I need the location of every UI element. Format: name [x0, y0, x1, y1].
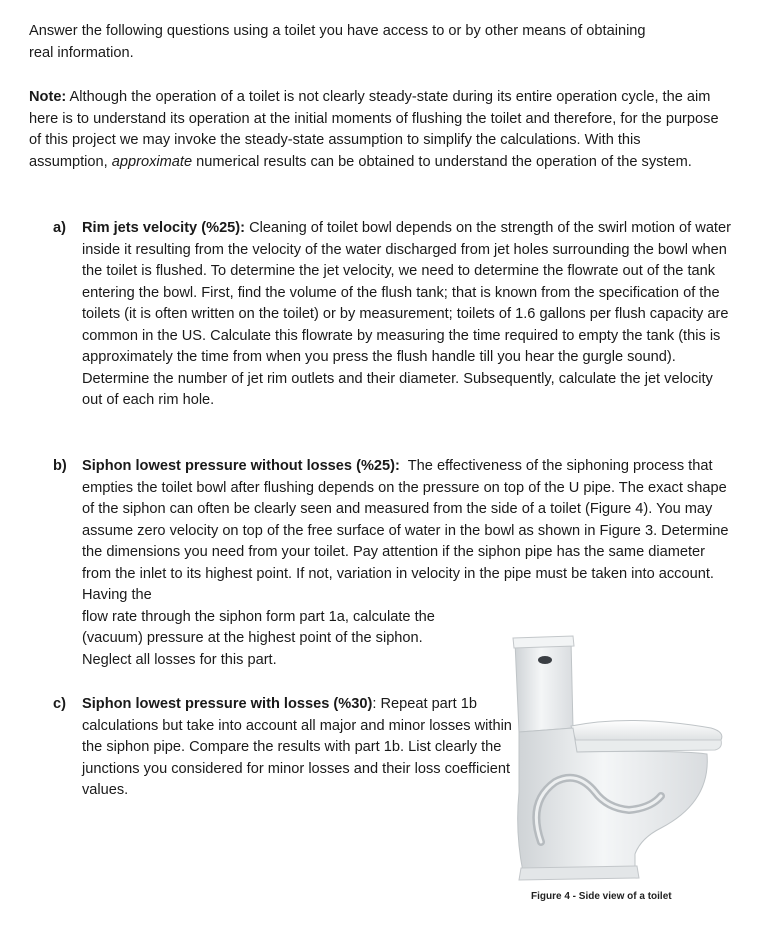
toilet-side-view-figure — [511, 632, 731, 882]
note-label: Note: — [29, 89, 67, 105]
question-a-body — [82, 218, 733, 412]
note-text-1: Although the operation of a toilet is not clearly steady-state during its entire operation cycle, the aim here is to understand its operation at the initial moments of flushing the toilet and therefore, for the purpose of this project we may invoke the steady-state assumption to simplify the calculations. With this assumption, — [29, 89, 719, 170]
note-paragraph — [29, 87, 719, 173]
question-c-body — [82, 694, 523, 802]
question-b-label: b) — [53, 458, 67, 474]
question-c — [53, 694, 523, 802]
note-text-2: numerical results can be obtained to understand the operation of the system. — [196, 153, 692, 170]
question-a-label: a) — [53, 220, 66, 236]
figure-caption: Figure 4 - Side view of a toilet — [531, 891, 672, 902]
question-c-title: Siphon lowest pressure with losses (%30) — [82, 696, 373, 712]
question-c-text: : Repeat part 1b calculations but take into account all major and minor losses within the siphon pipe. Compare the results with part 1b. List clearly the junctions you considered for minor losses and their loss coefficient values. — [82, 696, 512, 798]
intro-paragraph: Answer the following questions using a toilet you have access to or by other means of obtaining real information. — [29, 23, 646, 61]
question-a-text: Cleaning of toilet bowl depends on the strength of the swirl motion of water inside it resulting from the velocity of the water discharged from jet holes surrounding the bowl when the toilet is flushed. To determine the jet velocity, we need to determine the flowrate out of the tank entering the bowl. First, find the volume of the flush tank; that is known from the specification of the toilets (it is often written on the toilet) or by measurement; toilets of 1.6 gallons per flush capacity are common in the US. Calculate this flowrate by measuring the time required to empty the tank (this is approximately the time from when you press the flush handle till you hear the gurgle sound). Determine the number of jet rim outlets and their diameter. Subsequently, calculate the jet velocity out of each rim hole. — [82, 220, 731, 408]
toilet-side-view-icon — [511, 632, 731, 882]
question-b-text-wide: The effectiveness of the siphoning process that empties the toilet bowl after flushing depends on the pressure on top of the U pipe. The exact shape of the siphon can often be clearly seen and measured from the side of a toilet (Figure 4). You may assume zero velocity on top of the free surface of water in the bowl as shown in Figure 3. Determine the dimensions you need from your toilet. Pay attention if the siphon pipe has the same diameter from the inlet to its highest point. If not, variation in velocity in the pipe must be taken into account. Having the — [82, 458, 729, 603]
question-a-title: Rim jets velocity (%25): — [82, 220, 246, 236]
note-emphasis: approximate — [111, 153, 193, 170]
question-b-text-narrow: flow rate through the siphon form part 1a, calculate the (vacuum) pressure at the highest point of the siphon. Neglect all losses for this part. — [82, 608, 435, 668]
question-c-label: c) — [53, 696, 66, 712]
question-b-title: Siphon lowest pressure without losses (%25): — [82, 458, 400, 474]
question-a — [53, 218, 733, 412]
question-b-paragraph-wide — [82, 456, 734, 607]
